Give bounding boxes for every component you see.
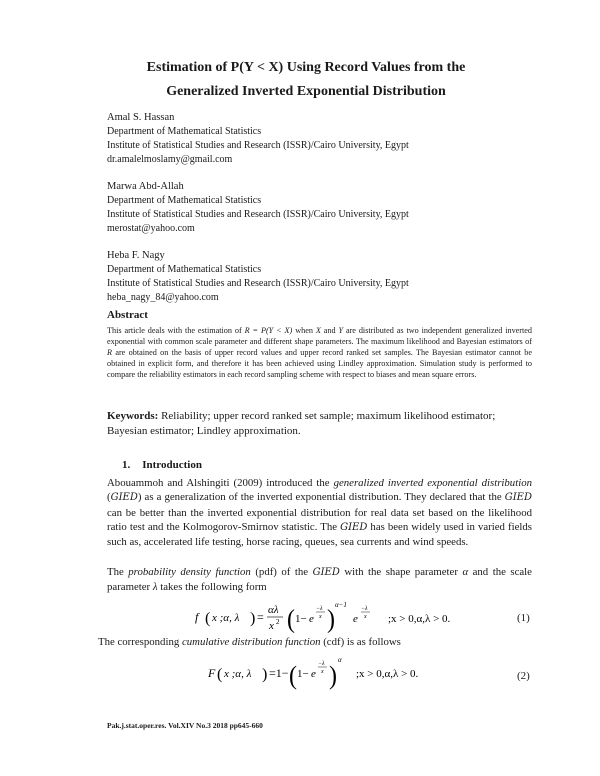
svg-text:): ) bbox=[250, 610, 256, 627]
equation-number-1: (1) bbox=[517, 612, 530, 624]
equation-pdf bbox=[195, 598, 455, 638]
svg-text:(: ( bbox=[205, 610, 211, 627]
svg-text:(: ( bbox=[289, 661, 297, 691]
svg-text:(: ( bbox=[287, 605, 295, 634]
svg-text:αλ: αλ bbox=[268, 604, 279, 616]
title-line-2: Generalized Inverted Exponential Distribution bbox=[166, 84, 446, 99]
author-name: Marwa Abd-Allah bbox=[107, 181, 184, 192]
svg-text:x: x bbox=[321, 669, 324, 675]
author-department: Department of Mathematical Statistics bbox=[107, 195, 262, 206]
title-line-1: Estimation of P(Y < X) Using Record Values from the bbox=[146, 60, 466, 75]
author-institute: Institute of Statistical Studies and Research (ISSR)/Cairo University, Egypt bbox=[107, 209, 409, 220]
svg-text:x: x bbox=[269, 620, 274, 632]
author-institute: Institute of Statistical Studies and Research (ISSR)/Cairo University, Egypt bbox=[107, 278, 409, 289]
svg-text:F: F bbox=[208, 666, 216, 680]
section-number: 1. bbox=[122, 459, 131, 471]
equation-cdf bbox=[208, 652, 458, 692]
author-department: Department of Mathematical Statistics bbox=[107, 126, 262, 137]
author-institute: Institute of Statistical Studies and Research (ISSR)/Cairo University, Egypt bbox=[107, 140, 409, 151]
eq1-condition: ;x > 0,α,λ > 0. bbox=[388, 613, 451, 625]
author-block bbox=[107, 180, 537, 236]
svg-text:1−: 1− bbox=[297, 668, 309, 680]
keywords-label: Keywords: bbox=[107, 410, 159, 422]
author-block bbox=[107, 111, 537, 167]
svg-text:x ;α, λ: x ;α, λ bbox=[224, 668, 252, 680]
keywords-text: Reliability; upper record ranked set sample; maximum likelihood estimator; Bayesian estimator; Lindley approximation. bbox=[107, 410, 496, 437]
svg-text:e: e bbox=[309, 613, 314, 625]
cdf-intro-paragraph: The corresponding cumulative distribution function (cdf) is as follows bbox=[98, 636, 401, 648]
svg-text:x: x bbox=[364, 614, 367, 620]
svg-text:(: ( bbox=[217, 666, 223, 683]
author-email[interactable]: dr.amalelmoslamy@gmail.com bbox=[107, 154, 233, 165]
author-email[interactable]: merostat@yahoo.com bbox=[107, 223, 195, 234]
svg-text:−λ: −λ bbox=[318, 661, 325, 667]
author-list bbox=[107, 111, 537, 318]
intro-paragraph-1: Abouammoh and Alshingiti (2009) introduced the generalized inverted exponential distribution (GIED) as a generalization of the inverted exponential distribution. They declared that the GIED can be better than the inverted exponential distribution for real data set based on the likelihood ratio test and the Kolmogorov-Smirnov statistic. The GIED has been widely used in varied fields such as, accelerated life testing, horse racing, queues, sea currents and wind speeds. bbox=[107, 477, 532, 549]
svg-text:x ;α, λ: x ;α, λ bbox=[212, 612, 240, 624]
author-block bbox=[107, 249, 537, 305]
author-name: Amal S. Hassan bbox=[107, 112, 175, 123]
paper-title bbox=[106, 56, 506, 104]
abstract-text: This article deals with the estimation of R = P(Y < X) when X and Y are distributed as two independent generalized inverted exponential with common scale parameter and different shape parameters. The maximum likelihood and Bayesian estimators of R are obtained on the basis of upper record values and upper record ranked set samples. The Bayesian estimator cannot be obtained in explicit form, and therefore it has been achieved using Lindley approximation. Simulation study is performed to compare the reliability estimators in each record sampling scheme with respect to biases and mean square errors. bbox=[107, 326, 533, 380]
svg-text:): ) bbox=[327, 605, 335, 634]
svg-text:e: e bbox=[311, 668, 316, 680]
author-email[interactable]: heba_nagy_84@yahoo.com bbox=[107, 292, 219, 303]
eq2-condition: ;x > 0,α,λ > 0. bbox=[356, 668, 419, 680]
svg-text:−λ: −λ bbox=[316, 606, 323, 612]
svg-text:e: e bbox=[353, 613, 358, 625]
svg-text:=: = bbox=[257, 610, 264, 624]
svg-text:1−: 1− bbox=[295, 613, 307, 625]
svg-text:): ) bbox=[262, 666, 268, 683]
journal-footer: Pak.j.stat.oper.res. Vol.XIV No.3 2018 pp645-660 bbox=[107, 721, 263, 730]
svg-text:α−1: α−1 bbox=[335, 601, 347, 609]
author-department: Department of Mathematical Statistics bbox=[107, 264, 262, 275]
intro-paragraph-2: The probability density function (pdf) of the GIED with the shape parameter α and the scale parameter λ takes the following form bbox=[107, 566, 532, 594]
svg-text:−λ: −λ bbox=[361, 606, 368, 612]
svg-text:): ) bbox=[329, 661, 337, 691]
section-title: Introduction bbox=[142, 459, 202, 471]
svg-text:α: α bbox=[338, 656, 342, 664]
svg-text:2: 2 bbox=[276, 618, 280, 626]
equation-number-2: (2) bbox=[517, 670, 530, 682]
section-heading bbox=[122, 459, 214, 471]
svg-text:=1−: =1− bbox=[269, 666, 289, 680]
keywords bbox=[107, 409, 532, 438]
svg-text:f: f bbox=[195, 610, 199, 624]
svg-text:x: x bbox=[319, 614, 322, 620]
abstract-heading: Abstract bbox=[107, 309, 148, 321]
author-name: Heba F. Nagy bbox=[107, 250, 165, 261]
